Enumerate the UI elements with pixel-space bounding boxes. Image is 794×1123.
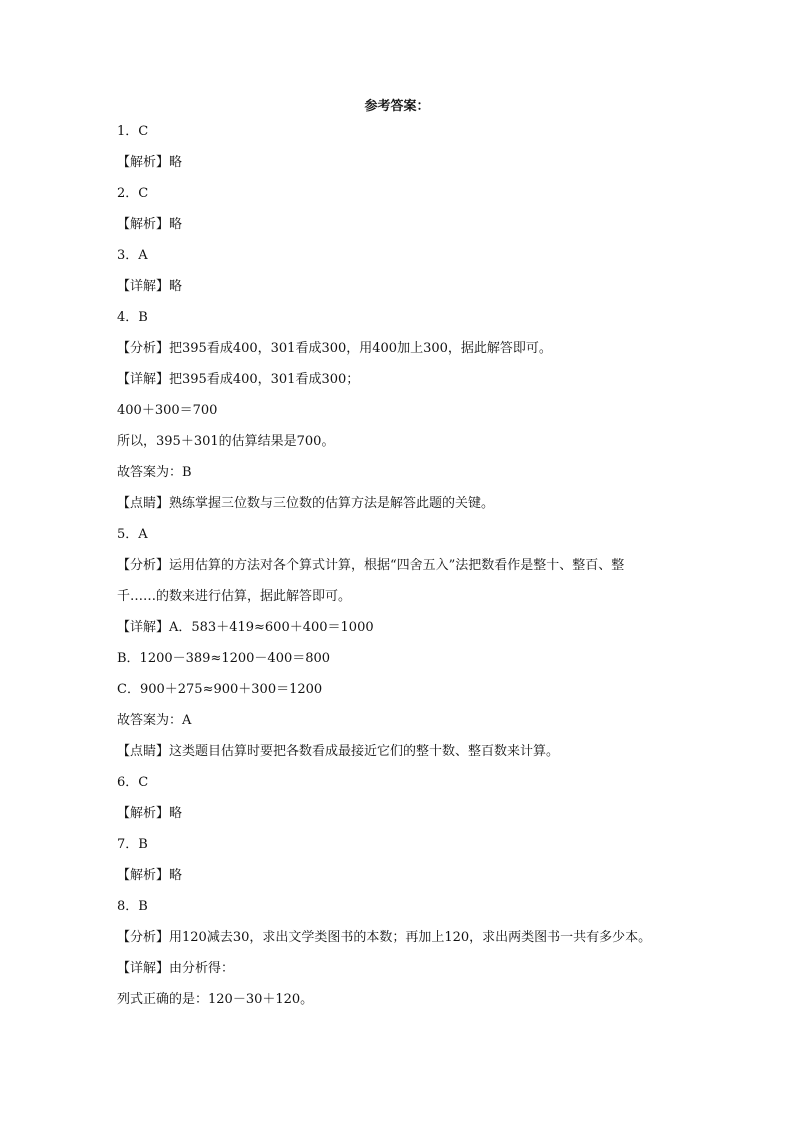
answer-text: B．1200－389≈1200－400＝800 — [117, 651, 331, 666]
answer-line — [117, 959, 697, 990]
answer-line — [117, 897, 697, 928]
answer-line — [117, 680, 697, 711]
answer-line — [117, 153, 697, 184]
answer-content — [117, 122, 697, 1021]
answer-text: 故答案为：A — [117, 713, 192, 728]
answer-text: C．900＋275≈900＋300＝1200 — [117, 682, 323, 697]
answer-line — [117, 122, 697, 153]
answer-line — [117, 711, 697, 742]
answer-text: 4．B — [117, 310, 148, 325]
answer-line — [117, 587, 697, 618]
answer-line — [117, 556, 697, 587]
answer-text: 7．B — [117, 837, 148, 852]
answer-text: 列式正确的是：120－30＋120。 — [117, 992, 314, 1007]
page-title: 参考答案： — [364, 99, 430, 114]
answer-line — [117, 835, 697, 866]
answer-text: 【详解】把395看成400，301看成300； — [117, 372, 360, 387]
answer-line — [117, 401, 697, 432]
answer-text: 故答案为：B — [117, 465, 192, 480]
answer-text: 千……的数来进行估算，据此解答即可。 — [117, 589, 352, 604]
answer-text: 2．C — [117, 186, 149, 201]
answer-line — [117, 742, 697, 773]
answer-text: 【点睛】熟练掌握三位数与三位数的估算方法是解答此题的关键。 — [117, 496, 495, 511]
answer-line — [117, 773, 697, 804]
answer-text: 【分析】把395看成400，301看成300，用400加上300，据此解答即可。 — [117, 341, 552, 356]
answer-line — [117, 215, 697, 246]
answer-line — [117, 432, 697, 463]
answer-line — [117, 866, 697, 897]
answer-text: 400＋300＝700 — [117, 403, 218, 418]
answer-text: 【详解】由分析得： — [117, 961, 235, 976]
answer-line — [117, 525, 697, 556]
answer-text: 1．C — [117, 124, 149, 139]
answer-text: 5．A — [117, 527, 148, 542]
answer-line — [117, 990, 697, 1021]
answer-text: 【解析】略 — [117, 868, 183, 883]
answer-text: 【解析】略 — [117, 155, 183, 170]
answer-line — [117, 308, 697, 339]
answer-text: 【解析】略 — [117, 217, 183, 232]
answer-line — [117, 277, 697, 308]
answer-text: 【详解】略 — [117, 279, 183, 294]
answer-text: 所以，395＋301的估算结果是700。 — [117, 434, 335, 449]
answer-text: 8．B — [117, 899, 148, 914]
answer-line — [117, 184, 697, 215]
answer-text: 【分析】用120减去30，求出文学类图书的本数；再加上120，求出两类图书一共有多少本。 — [117, 930, 652, 945]
answer-text: 6．C — [117, 775, 149, 790]
answer-line — [117, 370, 697, 401]
answer-line — [117, 804, 697, 835]
answer-line — [117, 246, 697, 277]
answer-text: 【分析】运用估算的方法对各个算式计算，根据“四舍五入”法把数看作是整十、整百、整 — [117, 558, 625, 573]
answer-line — [117, 649, 697, 680]
answer-text: 【详解】A．583＋419≈600＋400＝1000 — [117, 620, 374, 635]
answer-line — [117, 463, 697, 494]
answer-text: 【点睛】这类题目估算时要把各数看成最接近它们的整十数、整百数来计算。 — [117, 744, 560, 759]
answer-line — [117, 339, 697, 370]
answer-text: 【解析】略 — [117, 806, 183, 821]
answer-line — [117, 928, 697, 959]
answer-line — [117, 618, 697, 649]
answer-text: 3．A — [117, 248, 148, 263]
answer-line — [117, 494, 697, 525]
